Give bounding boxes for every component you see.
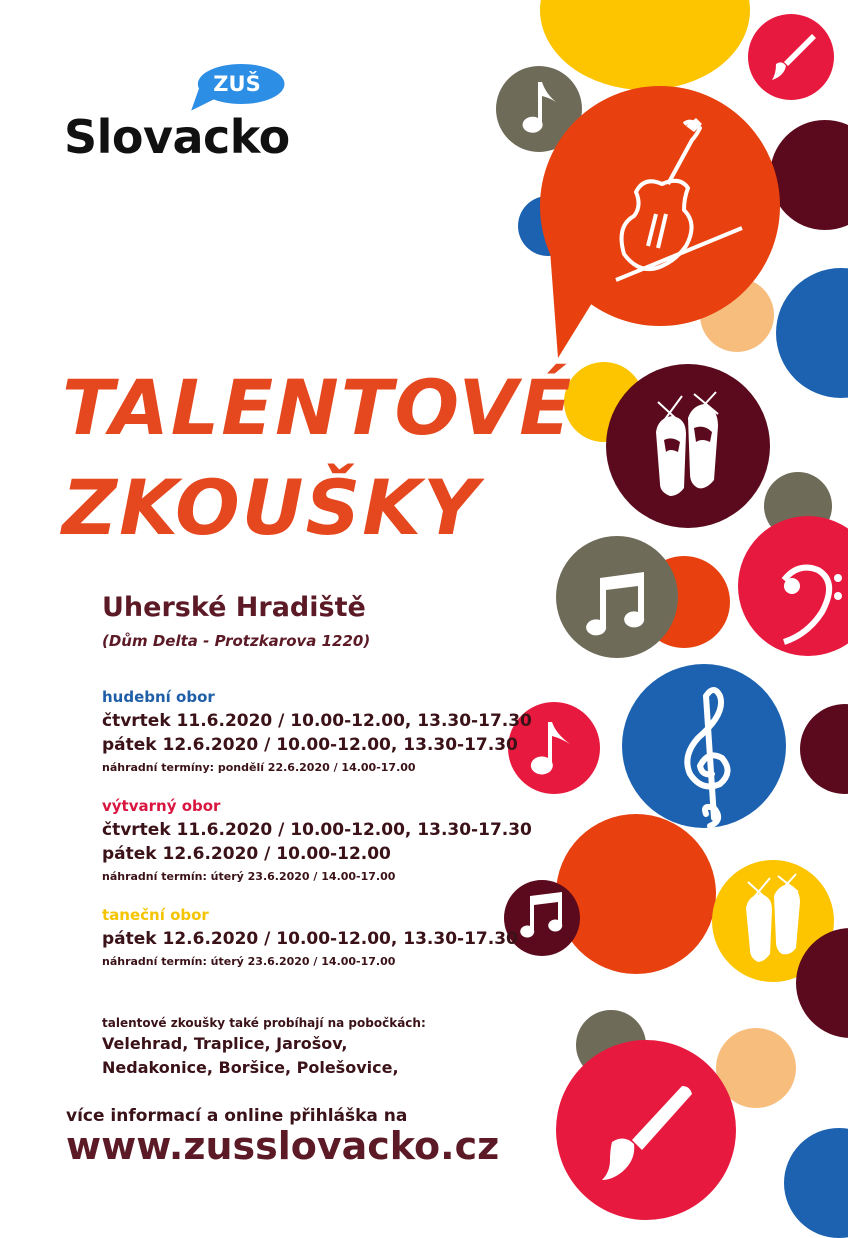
ballet-shoes-icon bbox=[742, 874, 806, 964]
branches-intro: talentové zkoušky také probíhají na pobočkách: bbox=[102, 1016, 426, 1030]
branches-line-2: Nedakonice, Boršice, Polešovice, bbox=[102, 1058, 399, 1077]
section-music-line: pátek 12.6.2020 / 10.00-12.00, 13.30-17.30 bbox=[102, 735, 518, 755]
section-dance-title: taneční obor bbox=[102, 906, 209, 924]
circle-blue-bottom bbox=[784, 1128, 848, 1238]
logo-name: Slovacko bbox=[64, 110, 290, 164]
music-note-icon bbox=[526, 720, 574, 776]
ballet-shoes-icon bbox=[648, 392, 728, 500]
music-note-icon bbox=[586, 570, 652, 636]
section-dance-line: pátek 12.6.2020 / 10.00-12.00, 13.30-17.30 bbox=[102, 929, 518, 949]
circle-orange-lower bbox=[556, 814, 716, 974]
location-city: Uherské Hradiště bbox=[102, 592, 366, 623]
paintbrush-icon bbox=[768, 30, 818, 84]
headline-line-2: ZKOUŠKY bbox=[62, 463, 481, 552]
section-music-note: náhradní termíny: pondělí 22.6.2020 / 14.00-17.00 bbox=[102, 761, 416, 774]
section-dance-note: náhradní termín: úterý 23.6.2020 / 14.00-17.00 bbox=[102, 955, 396, 968]
violin-icon bbox=[596, 114, 746, 294]
circle-blue-right bbox=[776, 268, 848, 398]
circle-maroon-right bbox=[770, 120, 848, 230]
bass-clef-icon bbox=[778, 560, 848, 644]
circle-yellow-top bbox=[540, 0, 750, 90]
section-music-line: čtvrtek 11.6.2020 / 10.00-12.00, 13.30-17.30 bbox=[102, 711, 532, 731]
headline-line-1: TALENTOVÉ bbox=[62, 363, 574, 452]
section-art-line: pátek 12.6.2020 / 10.00-12.00 bbox=[102, 844, 391, 864]
circle-maroon-right2 bbox=[800, 704, 848, 794]
music-note-icon bbox=[520, 80, 560, 136]
branches-line-1: Velehrad, Traplice, Jarošov, bbox=[102, 1034, 348, 1053]
paintbrush-icon bbox=[598, 1080, 698, 1184]
section-art-note: náhradní termín: úterý 23.6.2020 / 14.00-17.00 bbox=[102, 870, 396, 883]
info-line: více informací a online přihláška na bbox=[66, 1106, 408, 1126]
website-link[interactable]: www.zusslovacko.cz bbox=[66, 1124, 500, 1168]
bubble-tail bbox=[530, 250, 600, 360]
music-note-icon bbox=[520, 890, 566, 936]
treble-clef-icon bbox=[680, 686, 740, 832]
section-music-title: hudební obor bbox=[102, 688, 215, 706]
section-art-title: výtvarný obor bbox=[102, 797, 221, 815]
logo-badge: ZUŠ bbox=[213, 72, 261, 96]
section-art-line: čtvrtek 11.6.2020 / 10.00-12.00, 13.30-17.30 bbox=[102, 820, 532, 840]
location-address: (Dům Delta - Protzkarova 1220) bbox=[102, 632, 371, 650]
